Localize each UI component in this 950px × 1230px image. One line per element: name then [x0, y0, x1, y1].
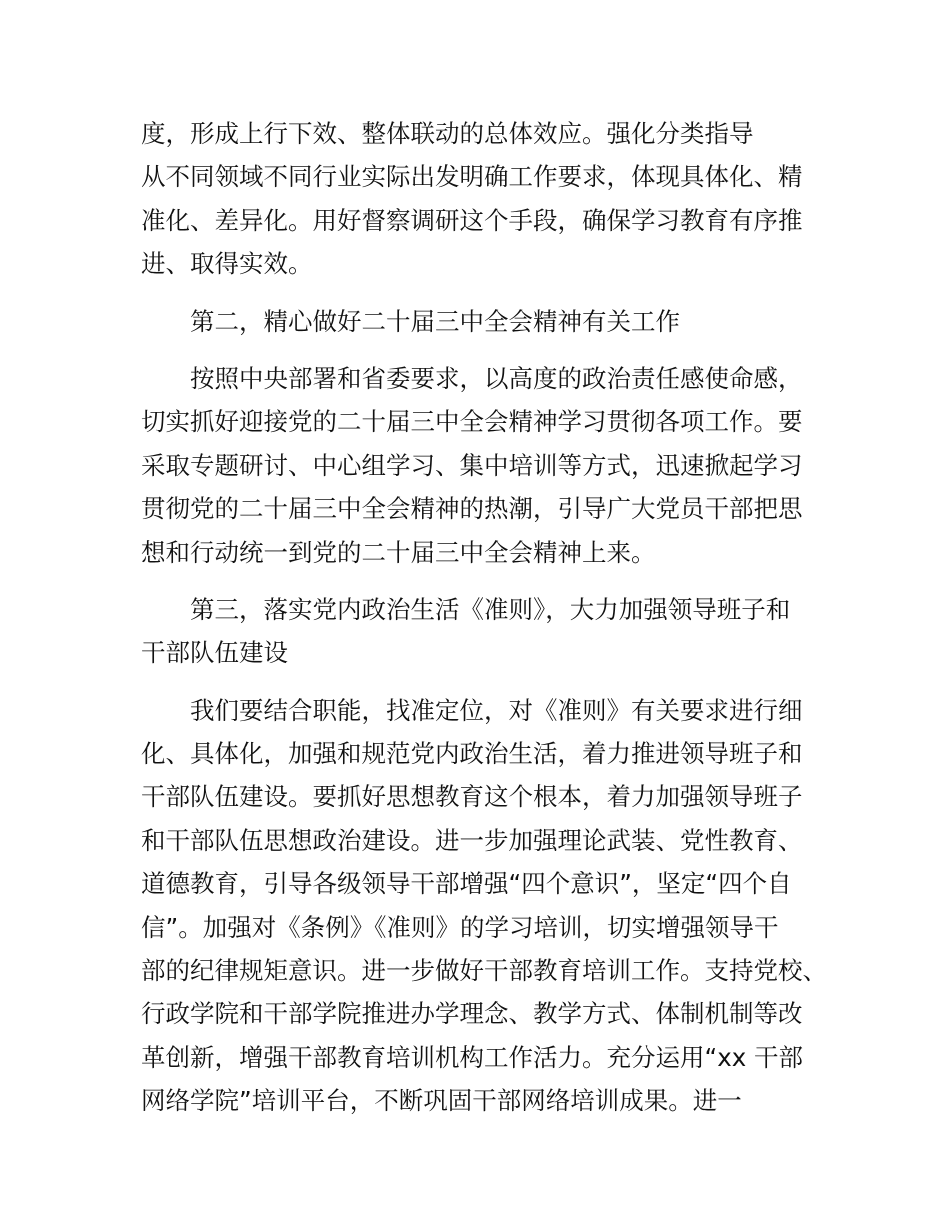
text-line: 信”。加强对《条例》《准则》的学习培训，切实增强领导干: [141, 912, 779, 942]
paragraph-continuation: [141, 112, 821, 286]
text-line: 和干部队伍思想政治建设。进一步加强理论武装、党性教育、: [141, 825, 803, 855]
text-line: 准化、差异化。用好督察调研这个手段，确保学习教育有序推: [141, 205, 803, 235]
text-line: 干部队伍建设。要抓好思想教育这个根本，着力加强领导班子: [141, 782, 803, 812]
text-line: 部的纪律规矩意识。进一步做好干部教育培训工作。支持党校、: [141, 956, 827, 986]
heading-line: 第二，精心做好二十届三中全会精神有关工作: [190, 306, 680, 336]
text-line: 进、取得实效。: [141, 249, 313, 279]
text-line: 想和行动统一到党的二十届三中全会精神上来。: [141, 537, 656, 567]
paragraph-gap: [141, 343, 821, 357]
paragraph-gap: [141, 574, 821, 588]
text-line: 度，形成上行下效、整体联动的总体效应。强化分类指导: [141, 119, 754, 148]
text-line: 切实抓好迎接党的二十届三中全会精神学习贯彻各项工作。要: [141, 407, 803, 437]
document-body: [141, 112, 827, 1123]
paragraph-gap: [141, 286, 821, 300]
text-line: 道德教育，引导各级领导干部增强“四个意识”，坚定“四个自: [141, 869, 792, 899]
section-heading-third: [141, 588, 821, 675]
paragraph-third-body: [141, 689, 827, 1123]
text-line: 采取专题研讨、中心组学习、集中培训等方式，迅速掀起学习: [141, 450, 803, 480]
text-line: 行政学院和干部学院推进办学理念、教学方式、体制机制等改: [141, 999, 803, 1029]
text-line: 网络学院”培训平台，不断巩固干部网络培训成果。进一: [141, 1086, 742, 1116]
text-line: 从不同领域不同行业实际出发明确工作要求，体现具体化、精: [141, 162, 803, 192]
text-line: 革创新，增强干部教育培训机构工作活力。充分运用“xx 干部: [141, 1042, 803, 1072]
heading-line: 第三，落实党内政治生活《准则》，大力加强领导班子和: [190, 594, 791, 624]
text-line: 化、具体化，加强和规范党内政治生活，着力推进领导班子和: [141, 739, 803, 769]
paragraph-second-body: [141, 357, 821, 574]
text-line: 我们要结合职能，找准定位，对《准则》有关要求进行细: [190, 695, 803, 725]
text-line: 贯彻党的二十届三中全会精神的热潮，引导广大党员干部把思: [141, 494, 803, 524]
paragraph-gap: [141, 675, 821, 689]
section-heading-second: [141, 300, 821, 343]
heading-line: 干部队伍建设: [141, 638, 288, 668]
text-line: 按照中央部署和省委要求，以高度的政治责任感使命感，: [190, 363, 803, 393]
